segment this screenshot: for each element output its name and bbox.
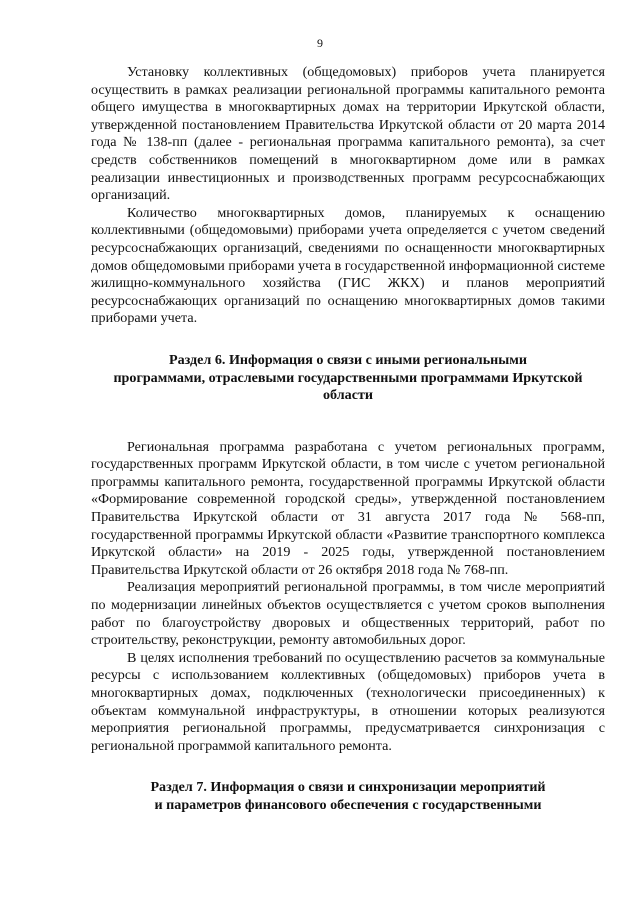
document-body — [91, 64, 605, 815]
section-6-heading-line-2: программами, отраслевыми государственными программами Иркутской — [113, 369, 583, 386]
section-7-heading-line-1: Раздел 7. Информация о связи и синхронизации мероприятий — [150, 779, 546, 796]
section-7-heading — [91, 779, 605, 814]
section-6-heading — [91, 352, 605, 405]
section-6-heading-line-1: Раздел 6. Информация о связи с иными региональными — [168, 351, 528, 368]
section-6-heading-line-3: области — [323, 387, 373, 404]
paragraph-program-implementation: Реализация мероприятий региональной программы, в том числе мероприятий по модернизации линейных объектов осуществляется с учетом сроков выполнения работ по благоустройству дворовых и общественных территорий, работ по строительству, реконструкции, ремонту автомобильных дорог. — [91, 579, 605, 649]
paragraph-program-development: Региональная программа разработана с учетом региональных программ, государственных программ Иркутской области, в том числе с учетом региональной программы капитального ремонта, государственной программы Иркутской области «Формирование современной городской среды», утвержденной постановлением Правительства Иркутской области от 31 августа 2017 года № 568-пп, государственной программы Иркутской области «Развитие транспортного комплекса Иркутской области» на 2019 - 2025 годы, утвержденной постановлением Правительства Иркутской области от 26 октября 2018 года № 768-пп. — [91, 438, 605, 578]
paragraph-synchronization: В целях исполнения требований по осуществлению расчетов за коммунальные ресурсы с использованием коллективных (общедомовых) приборов учета в многоквартирных домах, подключенных (технологически присоединенных) к объектам коммунальной инфраструктуры, в отношении которых реализуются мероприятия региональной программы, предусматривается синхронизация с региональной программой капитального ремонта. — [91, 649, 605, 754]
page-number: 9 — [317, 36, 323, 50]
section-7-heading-line-2: и параметров финансового обеспечения с государственными — [154, 796, 542, 813]
paragraph-building-count: Количество многоквартирных домов, планируемых к оснащению коллективными (общедомовыми) приборами учета определяется с учетом сведений ресурсоснабжающих организаций, сведениями по оснащенности многоквартирных домов общедомовыми приборами учета в государственной информационной системе жилищно-коммунального хозяйства (ГИС ЖКХ) и планов мероприятий ресурсоснабжающих организаций по оснащению многоквартирных домов такими приборами учета. — [91, 204, 605, 327]
paragraph-meter-installation: Установку коллективных (общедомовых) приборов учета планируется осуществить в рамках реализации региональной программы капитального ремонта общего имущества в многоквартирных домах на территории Иркутской области, утвержденной постановлением Правительства Иркутской области от 20 марта 2014 года № 138-пп (далее - региональная программа капитального ремонта), за счет средств собственников помещений в многоквартирном доме или в рамках реализации инвестиционных и производственных программ ресурсоснабжающих организаций. — [91, 64, 605, 204]
